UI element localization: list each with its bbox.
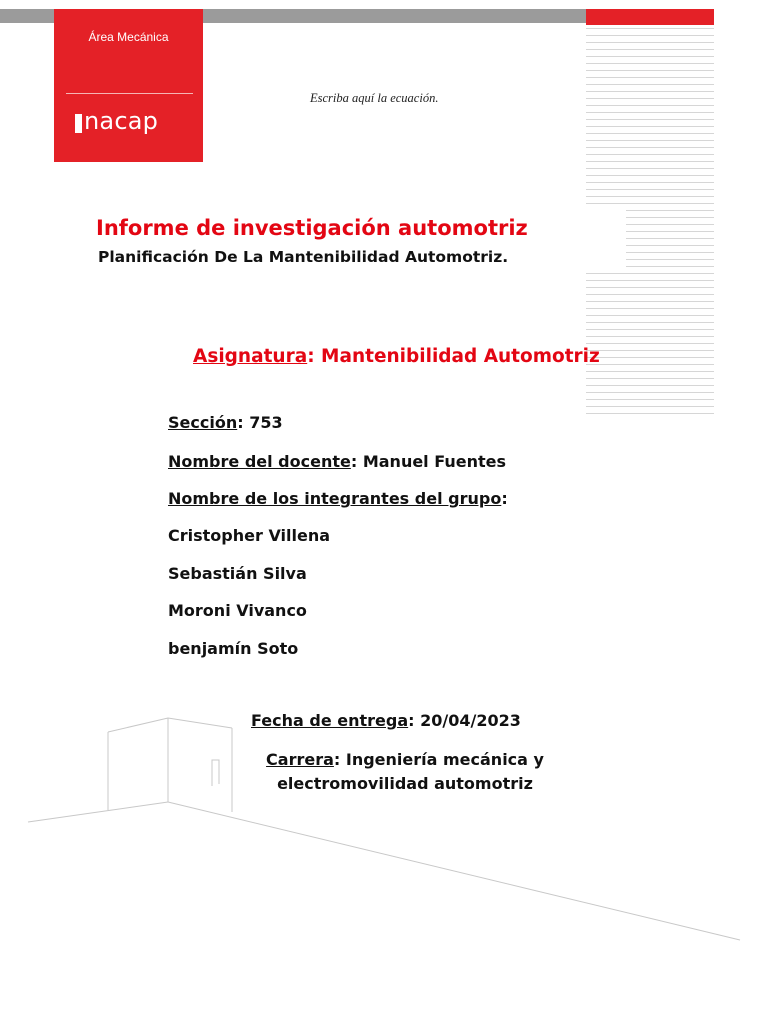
decorative-line [626,266,714,267]
decorative-line [586,329,714,330]
decorative-line [586,287,714,288]
decorative-line [586,140,714,141]
decorative-line [586,385,714,386]
decorative-line [586,399,714,400]
decorative-line [586,175,714,176]
report-subtitle: Planificación De La Mantenibilidad Automotriz. [98,248,509,266]
decorative-line [586,315,714,316]
decorative-line [586,42,714,43]
career-value-2: electromovilidad automotriz [277,774,533,793]
decorative-line [586,350,714,351]
subject-label: Asignatura [193,346,308,367]
inacap-logo [75,109,158,133]
career-value-1: Ingeniería mecánica y [345,750,544,769]
decorative-line [586,357,714,358]
decorative-line [586,343,714,344]
member-name: Moroni Vivanco [168,601,307,620]
decorative-line [586,392,714,393]
section-value: 753 [249,413,283,432]
decorative-line [586,49,714,50]
building-sketch [0,700,768,960]
subject-value: Mantenibilidad Automotriz [321,346,600,367]
decorative-line [586,189,714,190]
section-label: Sección [168,413,238,432]
teacher-line: Nombre del docente: Manuel Fuentes [168,452,507,471]
decorative-line [586,168,714,169]
decorative-line [626,217,714,218]
decorative-line [586,196,714,197]
decorative-line [586,273,714,274]
decorative-line [586,28,714,29]
decorative-line [586,308,714,309]
decorative-line [586,336,714,337]
decorative-line [586,77,714,78]
area-label: Área Mecánica [88,30,169,44]
decorative-line [586,63,714,64]
decorative-line [626,210,714,211]
logo-text: nacap [84,107,159,135]
decorative-line [586,70,714,71]
decorative-line [586,294,714,295]
member-name: benjamín Soto [168,639,299,658]
decorative-line [586,126,714,127]
decorative-line [586,98,714,99]
decorative-line [626,224,714,225]
decorative-line [586,147,714,148]
decorative-line [586,364,714,365]
decorative-line [586,371,714,372]
equation-placeholder[interactable]: Escriba aquí la ecuación. [310,91,439,105]
decorative-line [586,112,714,113]
member-name: Sebastián Silva [168,564,307,583]
member-name: Cristopher Villena [168,526,331,545]
delivery-value: 20/04/2023 [420,711,521,730]
decorative-line [586,84,714,85]
decorative-line [626,245,714,246]
decorative-line [586,280,714,281]
decorative-line [626,231,714,232]
decorative-line [626,238,714,239]
decorative-line [586,105,714,106]
decorative-line [586,119,714,120]
decorative-line [586,378,714,379]
decorative-line [586,56,714,57]
decorative-line [586,182,714,183]
decorative-line [586,406,714,407]
subject-line: Asignatura: Mantenibilidad Automotriz [193,346,600,367]
decorative-lines [586,24,714,416]
decorative-line [586,91,714,92]
decorative-line [586,133,714,134]
teacher-label: Nombre del docente [168,452,351,471]
decorative-line [626,259,714,260]
members-line: Nombre de los integrantes del grupo: [168,489,508,508]
decorative-line [586,203,714,204]
report-title: Informe de investigación automotriz [96,216,528,240]
career-line-1: Carrera: Ingeniería mecánica y [266,750,544,769]
section-line: Sección: 753 [168,413,283,432]
delivery-line: Fecha de entrega: 20/04/2023 [251,711,521,730]
inacap-header-block [54,9,203,162]
top-red-bar [586,9,714,25]
decorative-line [586,154,714,155]
delivery-label: Fecha de entrega [251,711,409,730]
decorative-line [586,35,714,36]
teacher-value: Manuel Fuentes [362,452,507,471]
header-divider [66,93,193,94]
members-label: Nombre de los integrantes del grupo [168,489,502,508]
decorative-line [586,413,714,414]
decorative-line [586,301,714,302]
logo-bar-icon [75,114,82,133]
career-label: Carrera [266,750,334,769]
decorative-line [586,322,714,323]
decorative-line [586,161,714,162]
decorative-line [626,252,714,253]
